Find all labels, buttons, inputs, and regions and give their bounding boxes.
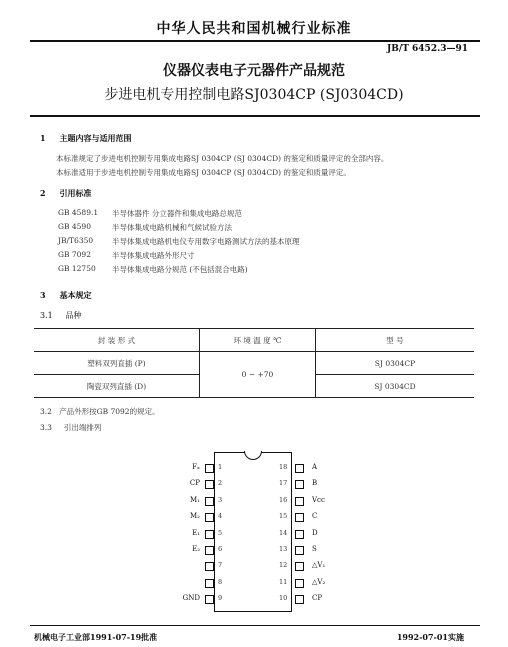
table-row — [34, 352, 474, 375]
header-model: 型 号 — [316, 329, 475, 352]
title-rule — [30, 115, 480, 117]
ref-code: JB/T6350 — [58, 236, 94, 245]
pin-box — [295, 546, 304, 555]
pin-number: 13 — [279, 545, 288, 553]
implementation-date: 1992-07-01实施 — [396, 632, 464, 642]
pin-number: 11 — [279, 577, 288, 586]
section-3-title: 基本规定 — [59, 290, 92, 300]
pin-box — [295, 595, 304, 604]
ref-text: 半导体集成电路机电仪专用数字电路测试方法的基本原理 — [112, 237, 300, 246]
pin-box — [295, 530, 304, 539]
pin-box — [205, 562, 214, 571]
header-temperature: 环 境 温 度 ℃ — [200, 329, 316, 352]
pin-label: △V₁ — [312, 561, 326, 570]
section-1-para-1: 本标准规定了步进电机控制专用集成电路SJ 0304CP (SJ 0304CD) 的鉴定和质量评定的全部内容。 — [56, 154, 389, 163]
pin-box — [295, 513, 304, 522]
pin-label: GND — [182, 594, 200, 603]
ref-code: GB 12750 — [58, 264, 96, 273]
section-2-title: 引用标准 — [59, 188, 92, 198]
section-1-para-2: 本标准适用于步进电机控制专用集成电路SJ 0304CP (SJ 0304CD) 的鉴定和质量评定。 — [56, 168, 351, 177]
pin-number: 9 — [218, 594, 223, 603]
ref-code: GB 7092 — [58, 250, 91, 259]
pin-number: 18 — [279, 463, 288, 471]
pin-box — [295, 464, 304, 473]
pin-number: 17 — [279, 479, 288, 488]
section-1-title: 主题内容与适用范围 — [59, 133, 132, 143]
section-3-2 — [40, 406, 160, 417]
pin-box — [205, 595, 214, 604]
doc-title-line2: 步进电机专用控制电路SJ0304CP (SJ0304CD) — [104, 87, 404, 103]
pin-label: CP — [312, 594, 323, 603]
pin-label: E₁ — [192, 528, 200, 537]
pin-number: 10 — [279, 594, 288, 603]
pin-number: 3 — [218, 495, 223, 504]
pin-box — [205, 579, 214, 588]
pin-number: 5 — [218, 528, 223, 537]
ref-text: 半导体器件 分立器件和集成电路总规范 — [112, 209, 242, 218]
pin-label: C — [312, 512, 318, 521]
pin-number: 1 — [218, 463, 223, 471]
pin-number: 14 — [279, 528, 288, 537]
doc-title-line1: 仪器仪表电子元器件产品规范 — [163, 63, 345, 79]
pin-label: S — [312, 545, 317, 553]
ref-code: GB 4589.1 — [58, 208, 99, 217]
header-package: 封 装 形 式 — [34, 329, 200, 352]
ref-text: 半导体集成电路分规范 (不包括混合电路) — [112, 265, 248, 274]
pin-box — [205, 546, 214, 555]
pin-number: 4 — [218, 512, 223, 521]
pin-box — [295, 480, 304, 489]
pin-box — [205, 530, 214, 539]
pin-number: 15 — [279, 512, 288, 521]
pin-number: 7 — [218, 561, 223, 570]
pin-box — [205, 464, 214, 473]
pin-number: 8 — [218, 577, 223, 586]
pin-label: CP — [189, 479, 200, 488]
pin-label: D — [312, 528, 318, 537]
section-2-number: 2 — [40, 188, 46, 198]
pin-label: △V₂ — [312, 577, 326, 586]
pin-label: A — [312, 463, 318, 471]
pin-label: M₁ — [190, 495, 200, 504]
pin-box — [205, 480, 214, 489]
cell-package: 塑料双列直插 (P) — [34, 352, 200, 375]
pin-box — [295, 562, 304, 571]
ref-code: GB 4590 — [58, 222, 91, 231]
cell-model: SJ 0304CD — [316, 375, 475, 398]
ref-text: 半导体集成电路外形尺寸 — [112, 251, 195, 260]
pin-box — [295, 497, 304, 506]
section-3-3-number: 3.3 — [40, 423, 52, 432]
pin-number: 6 — [218, 545, 223, 553]
standard-number: JB/T 6452.3—91 — [387, 44, 468, 54]
pin-label: E₂ — [192, 545, 200, 553]
pin-number: 2 — [218, 479, 223, 488]
section-3-3-text: 引出端排列 — [63, 423, 102, 432]
approval-date: 机械电子工业部1991-07-19批准 — [34, 632, 158, 642]
pin-label: B — [312, 479, 318, 488]
pin-number: 16 — [279, 495, 288, 504]
cell-temperature: 0 ~ +70 — [200, 352, 316, 398]
pin-box — [205, 513, 214, 522]
section-2-heading — [40, 188, 92, 199]
section-3-2-number: 3.2 — [40, 407, 52, 416]
section-3-number: 3 — [40, 290, 46, 300]
pin-label: M₂ — [190, 512, 200, 521]
section-1-number: 1 — [40, 133, 46, 143]
pin-box — [295, 579, 304, 588]
section-3-1-number: 3.1 — [40, 311, 53, 320]
org-title: 中华人民共和国机械行业标准 — [156, 21, 352, 37]
cell-package: 陶瓷双列直插 (D) — [34, 375, 200, 398]
section-3-2-text: 产品外形按GB 7092的规定。 — [59, 407, 160, 416]
pin-number: 12 — [279, 561, 288, 570]
pin-box — [205, 497, 214, 506]
footer-rule — [30, 625, 480, 626]
section-1-heading — [40, 133, 132, 144]
ref-text: 半导体集成电路机械和气候试验方法 — [112, 223, 232, 232]
section-3-heading — [40, 290, 92, 301]
variety-table — [34, 328, 474, 398]
pin-label: Fₓ — [192, 463, 200, 471]
cell-model: SJ 0304CP — [316, 352, 475, 375]
table-header-row — [34, 329, 474, 352]
pin-label: Vcc — [312, 495, 325, 504]
section-3-3 — [40, 422, 101, 433]
section-3-1-title: 品种 — [65, 311, 82, 320]
section-3-1-heading — [40, 310, 81, 321]
header-rule — [30, 40, 480, 42]
